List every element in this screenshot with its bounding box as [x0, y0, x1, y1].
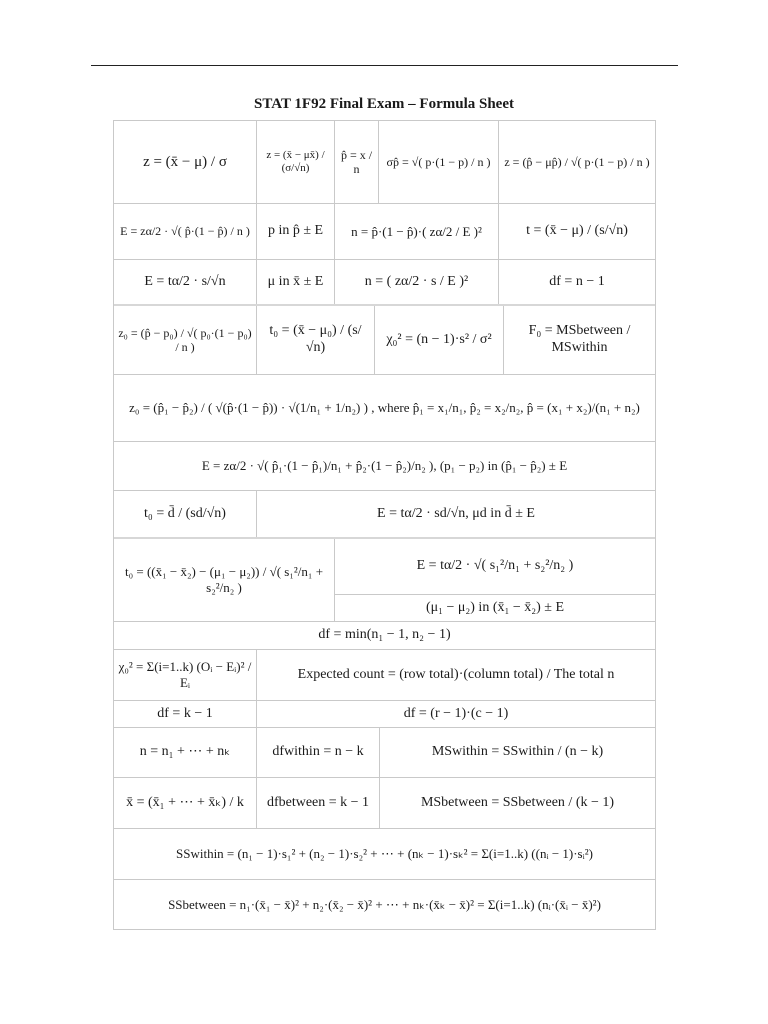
formula-t-statistic: t = (x̄ − μ) / (s/√n) — [499, 204, 655, 260]
formula-df-contingency: df = (r − 1)·(c − 1) — [257, 701, 655, 728]
formula-ci-proportion: p in p̂ ± E — [257, 204, 335, 260]
formula-ci-two-means: (μ₁ − μ₂) in (x̄₁ − x̄₂) ± E — [335, 595, 655, 622]
formula-expected-count: Expected count = (row total)·(column total) / The total n — [257, 650, 655, 701]
formula-z-p-hat: z = (p̂ − μp̂) / √( p·(1 − p) / n ) — [499, 121, 655, 204]
formula-t0-paired: t₀ = d̄ / (sd/√n) — [114, 491, 257, 538]
formula-df-gof: df = k − 1 — [114, 701, 257, 728]
formula-ss-within: SSwithin = (n₁ − 1)·s₁² + (n₂ − 1)·s₂² + ⋯ + (nₖ − 1)·sₖ² = Σ(i=1..k) ((nᵢ − 1)·sᵢ²) — [114, 829, 655, 880]
formula-t0-two-means: t₀ = ((x̄₁ − x̄₂) − (μ₁ − μ₂)) / √( s₁²/n₁ + s₂²/n₂ ) — [114, 539, 335, 622]
formula-sample-size-proportion: n = p̂·(1 − p̂)·( zα/2 / E )² — [335, 204, 499, 260]
formula-f0: F₀ = MSbetween / MSwithin — [504, 306, 655, 375]
formula-df-between: dfbetween = k − 1 — [257, 778, 380, 829]
formula-ss-between: SSbetween = n₁·(x̄₁ − x̄)² + n₂·(x̄₂ − x̄)² + ⋯ + nₖ·(x̄ₖ − x̄)² = Σ(i=1..k) (nᵢ·(x̄ᵢ − x̄)²) — [168, 896, 601, 912]
formula-df-one-sample: df = n − 1 — [499, 260, 655, 305]
formula-z0-proportion: z₀ = (p̂ − p₀) / √( p₀·(1 − p₀) / n ) — [114, 306, 257, 375]
formula-margin-proportion: E = zα/2 · √( p̂·(1 − p̂) / n ) — [114, 204, 257, 260]
formula-df-two-means: df = min(n₁ − 1, n₂ − 1) — [114, 622, 655, 650]
formula-n-total: n = n₁ + ⋯ + nₖ — [114, 728, 257, 778]
page-title: STAT 1F92 Final Exam – Formula Sheet — [253, 96, 514, 112]
formula-ms-between: MSbetween = SSbetween / (k − 1) — [380, 778, 655, 829]
formula-z-mean-sigma: z = (x̄ − μ) / σ — [114, 121, 257, 204]
formula-ms-within: MSwithin = SSwithin / (n − k) — [380, 728, 655, 778]
formula-margin-t: E = tα/2 · s/√n — [114, 260, 257, 305]
formula-margin-two-means: E = tα/2 · √( s₁²/n₁ + s₂²/n₂ ) — [335, 539, 655, 595]
formula-p-hat: p̂ = x / n — [335, 121, 379, 204]
formula-ci-mean: μ in x̄ ± E — [257, 260, 335, 305]
formula-margin-two-proportions: E = zα/2 · √( p̂₁·(1 − p̂₁)/n₁ + p̂₂·(1 − p̂₂)/n₂ ), (p₁ − p₂) in (p̂₁ − p̂₂) ± E — [114, 442, 655, 491]
formula-grand-mean: x̄ = (x̄₁ + ⋯ + x̄ₖ) / k — [114, 778, 257, 829]
formula-margin-paired: E = tα/2 · sd/√n, μd in d̄ ± E — [257, 491, 655, 538]
top-rule — [91, 65, 678, 66]
formula-chi-square-variance: χ₀² = (n − 1)·s² / σ² — [375, 306, 504, 375]
formula-sample-size-mean: n = ( zα/2 · s / E )² — [335, 260, 499, 305]
formula-df-within: dfwithin = n − k — [257, 728, 380, 778]
formula-z-mean-se: z = (x̄ − μx̄) / (σ/√n) — [257, 121, 335, 204]
formula-chi-square-gof: χ₀² = Σ(i=1..k) (Oᵢ − Eᵢ)² / Eᵢ — [114, 650, 257, 701]
formula-table — [113, 120, 656, 930]
formula-z0-two-proportions: z₀ = (p̂₁ − p̂₂) / ( √(p̂·(1 − p̂)) · √(1/n₁ + 1/n₂) ) , where p̂₁ = x₁/n₁, p̂₂ = x₂/n₂, p̂ = (x₁ + x₂)/(n₁ + n₂) — [114, 375, 655, 442]
formula-t0-mean: t₀ = (x̄ − μ₀) / (s/√n) — [257, 306, 375, 375]
formula-sigma-p-hat: σp̂ = √( p·(1 − p) / n ) — [379, 121, 499, 204]
